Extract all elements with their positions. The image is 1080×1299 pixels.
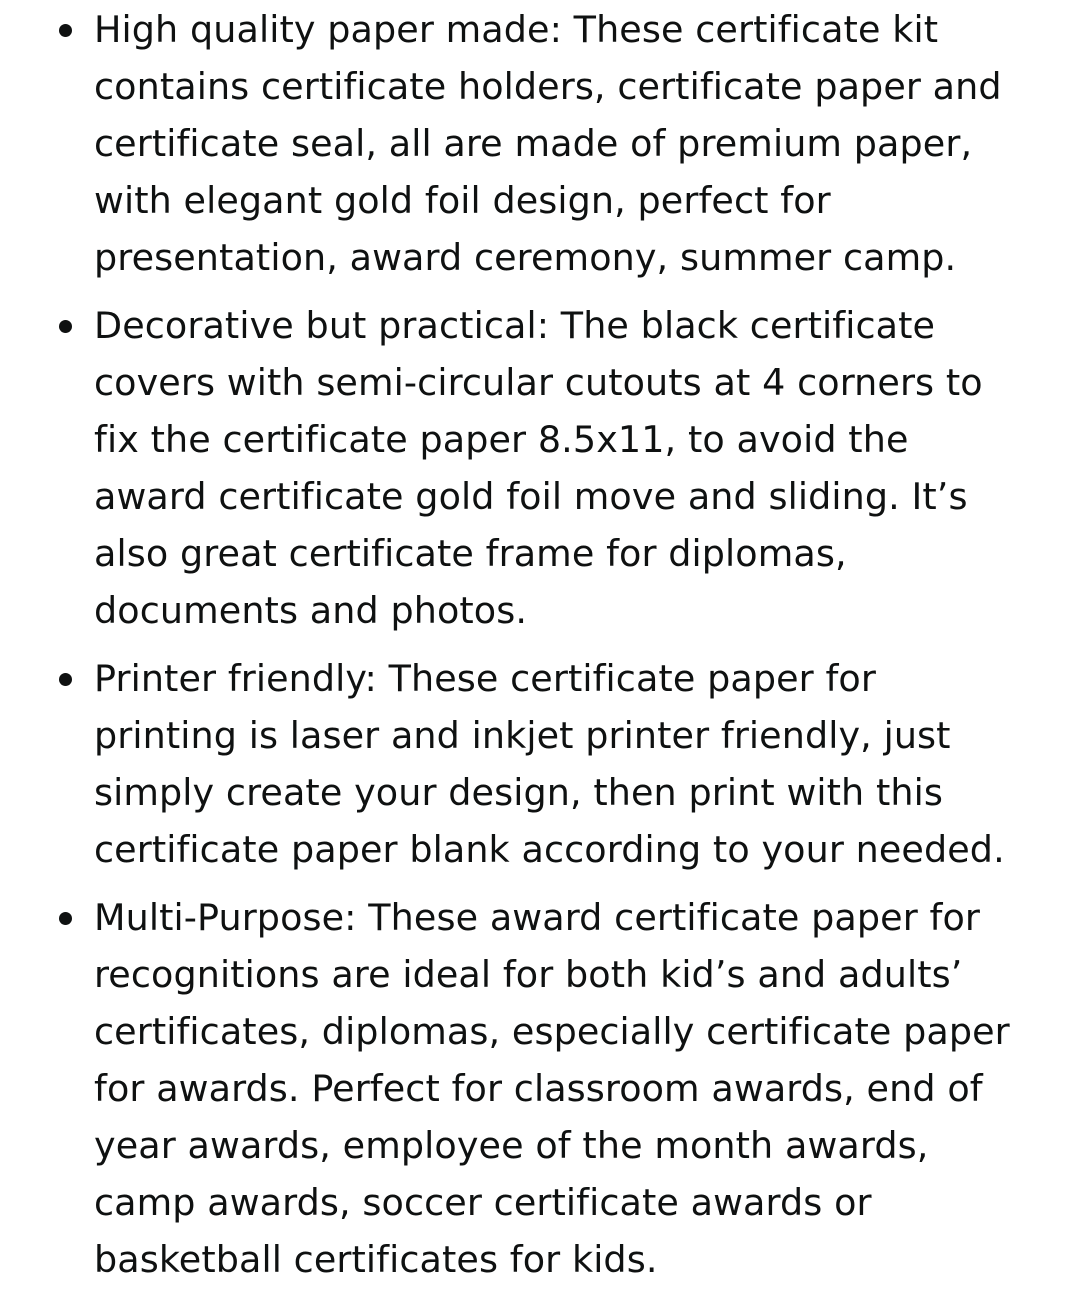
list-item (0, 650, 1080, 878)
bullet-line: documents and photos. (94, 589, 528, 632)
list-item (0, 1, 1080, 286)
bullet-line: with elegant gold foil design, perfect for (94, 179, 831, 222)
bullet-line: High quality paper made: These certificate kit (94, 8, 939, 51)
list-item (0, 889, 1080, 1288)
bullet-line: year awards, employee of the month awards, (94, 1124, 929, 1167)
bullet-line: contains certificate holders, certificate paper and (94, 65, 1002, 108)
bullet-line: camp awards, soccer certificate awards or (94, 1181, 872, 1224)
bullet-line: printing is laser and inkjet printer friendly, just (94, 714, 951, 757)
bullet-line: also great certificate frame for diplomas, (94, 532, 847, 575)
bullet-line: Printer friendly: These certificate paper for (94, 657, 876, 700)
bullet-line: award certificate gold foil move and sliding. It’s (94, 475, 968, 518)
bullet-line: for awards. Perfect for classroom awards, end of (94, 1067, 983, 1110)
bullet-text (94, 650, 1040, 878)
bullet-dot-icon (59, 24, 72, 37)
bullet-line: Multi-Purpose: These award certificate paper for (94, 896, 980, 939)
bullet-dot-icon (59, 912, 72, 925)
bullet-line: recognitions are ideal for both kid’s and adults’ (94, 953, 963, 996)
bullet-line: certificate paper blank according to your needed. (94, 828, 1005, 871)
bullet-line: certificate seal, all are made of premium paper, (94, 122, 973, 165)
list-item (0, 297, 1080, 639)
bullet-line: basketball certificates for kids. (94, 1238, 658, 1281)
bullet-line: covers with semi-circular cutouts at 4 corners to (94, 361, 983, 404)
bullet-dot-icon (59, 320, 72, 333)
feature-bullet-list (0, 1, 1080, 1299)
bullet-line: Decorative but practical: The black certificate (94, 304, 936, 347)
bullet-line: presentation, award ceremony, summer camp. (94, 236, 957, 279)
bullet-line: simply create your design, then print with this (94, 771, 943, 814)
bullet-text (94, 1, 1040, 286)
bullet-text (94, 297, 1040, 639)
bullet-line: certificates, diplomas, especially certificate paper (94, 1010, 1010, 1053)
bullet-line: fix the certificate paper 8.5x11, to avoid the (94, 418, 909, 461)
bullet-dot-icon (59, 673, 72, 686)
bullet-text (94, 889, 1040, 1288)
